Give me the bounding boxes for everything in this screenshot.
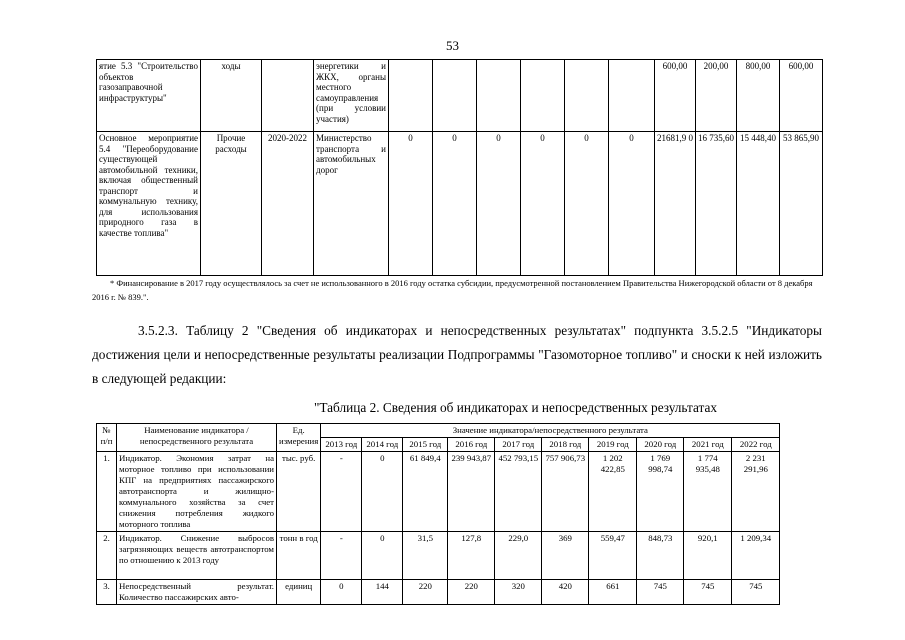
- value-cell: 848,73: [637, 532, 684, 580]
- header-num: № п/п: [97, 424, 117, 452]
- indicators-table: [96, 423, 780, 605]
- unit: единиц: [277, 580, 321, 605]
- header-year: 2013 год: [321, 438, 362, 452]
- header-values: Значение индикатора/непосредственного результата: [321, 424, 780, 438]
- measures-table: [96, 59, 823, 276]
- value-cell: 15 448,40: [737, 132, 780, 276]
- value-cell: 0: [433, 132, 477, 276]
- period: 2020-2022: [262, 132, 314, 276]
- value-cell: 0: [521, 132, 565, 276]
- value-cell: 745: [684, 580, 732, 605]
- header-year: 2017 год: [495, 438, 542, 452]
- value-cell: 1 209,34: [732, 532, 780, 580]
- value-cell: [477, 60, 521, 132]
- value-cell: [521, 60, 565, 132]
- value-cell: 1 202 422,85: [589, 452, 637, 532]
- value-cell: 21681,9 0: [655, 132, 696, 276]
- value-cell: 1 769 998,74: [637, 452, 684, 532]
- value-cell: 0: [362, 532, 403, 580]
- value-cell: 1 774 935,48: [684, 452, 732, 532]
- table-row: [97, 452, 780, 532]
- header-year: 2019 год: [589, 438, 637, 452]
- measure-name: Основное мероприятие 5.4 "Переоборудование существующей автомобильной техники, включая общественный транспорт и коммунальную технику, для использования природного газа в качестве топлива": [97, 132, 201, 276]
- page-number: 53: [446, 38, 459, 53]
- indicator-name: Непосредственный результат. Количество пассажирских авто-: [117, 580, 277, 605]
- table-row: [97, 580, 780, 605]
- measure-name: ятие 5.3 "Строительство объектов газозаправочной инфраструктуры": [97, 60, 201, 132]
- value-cell: 127,8: [448, 532, 495, 580]
- executor: Министерство транспорта и автомобильных дорог: [314, 132, 389, 276]
- expense-type: Прочие расходы: [201, 132, 262, 276]
- value-cell: 0: [477, 132, 521, 276]
- value-cell: 229,0: [495, 532, 542, 580]
- amendment-paragraph: 3.5.2.3. Таблицу 2 "Сведения об индикаторах и непосредственных результатах" подпункта 3.5.2.5 "Индикаторы достижения цели и непосредственные результаты реализации Подпрограммы "Газомоторное топливо" и сноски к ней изложить в следующей редакции:: [92, 323, 822, 386]
- value-cell: 144: [362, 580, 403, 605]
- value-cell: [433, 60, 477, 132]
- table-row: [97, 60, 823, 132]
- value-cell: 220: [403, 580, 448, 605]
- indicator-name: Индикатор. Экономия затрат на моторное топливо при использовании КПГ на предприятиях пассажирского автотранспорта и жилищно-коммунального хозяйства за счет снижения потребления жидкого моторного топлива: [117, 452, 277, 532]
- value-cell: 0: [321, 580, 362, 605]
- value-cell: 61 849,4: [403, 452, 448, 532]
- expense-type: ходы: [201, 60, 262, 132]
- header-year: 2022 год: [732, 438, 780, 452]
- table-row: [97, 132, 823, 276]
- value-cell: [389, 60, 433, 132]
- value-cell: 200,00: [696, 60, 737, 132]
- row-num: 2.: [97, 532, 117, 580]
- value-cell: 745: [637, 580, 684, 605]
- value-cell: 0: [389, 132, 433, 276]
- value-cell: 31,5: [403, 532, 448, 580]
- footnote: * Финансирование в 2017 году осуществлялось за счет не использованного в 2016 году остатка субсидии, предусмотренной постановлением Правительства Нижегородской области от 8 декабря 2016 г. № 839.".: [92, 278, 813, 302]
- value-cell: [565, 60, 609, 132]
- header-year: 2018 год: [542, 438, 589, 452]
- value-cell: 452 793,15: [495, 452, 542, 532]
- header-year: 2016 год: [448, 438, 495, 452]
- value-cell: 745: [732, 580, 780, 605]
- header-row: [97, 424, 780, 438]
- row-num: 3.: [97, 580, 117, 605]
- header-year: 2014 год: [362, 438, 403, 452]
- total-cell: 53 865,90: [780, 132, 823, 276]
- value-cell: 320: [495, 580, 542, 605]
- header-name: Наименование индикатора / непосредственного результата: [117, 424, 277, 452]
- header-unit: Ед. измерения: [277, 424, 321, 452]
- value-cell: -: [321, 452, 362, 532]
- executor: энергетики и ЖКХ, органы местного самоуправления (при условии участия): [314, 60, 389, 132]
- value-cell: 800,00: [737, 60, 780, 132]
- value-cell: 2 231 291,96: [732, 452, 780, 532]
- value-cell: -: [321, 532, 362, 580]
- value-cell: 16 735,60: [696, 132, 737, 276]
- header-year: 2021 год: [684, 438, 732, 452]
- value-cell: 239 943,87: [448, 452, 495, 532]
- indicator-name: Индикатор. Снижение выбросов загрязняющих веществ автотранспортом по отношению к 2013 году: [117, 532, 277, 580]
- period: [262, 60, 314, 132]
- value-cell: 0: [609, 132, 655, 276]
- value-cell: 661: [589, 580, 637, 605]
- table-row: [97, 532, 780, 580]
- total-cell: 600,00: [780, 60, 823, 132]
- value-cell: 757 906,73: [542, 452, 589, 532]
- value-cell: 0: [362, 452, 403, 532]
- header-year: 2020 год: [637, 438, 684, 452]
- table-caption: "Таблица 2. Сведения об индикаторах и непосредственных результатах: [313, 400, 718, 415]
- unit: тыс. руб.: [277, 452, 321, 532]
- value-cell: 0: [565, 132, 609, 276]
- value-cell: 920,1: [684, 532, 732, 580]
- value-cell: 369: [542, 532, 589, 580]
- value-cell: 420: [542, 580, 589, 605]
- row-num: 1.: [97, 452, 117, 532]
- value-cell: 220: [448, 580, 495, 605]
- value-cell: 559,47: [589, 532, 637, 580]
- value-cell: [609, 60, 655, 132]
- value-cell: 600,00: [655, 60, 696, 132]
- unit: тонн в год: [277, 532, 321, 580]
- header-year: 2015 год: [403, 438, 448, 452]
